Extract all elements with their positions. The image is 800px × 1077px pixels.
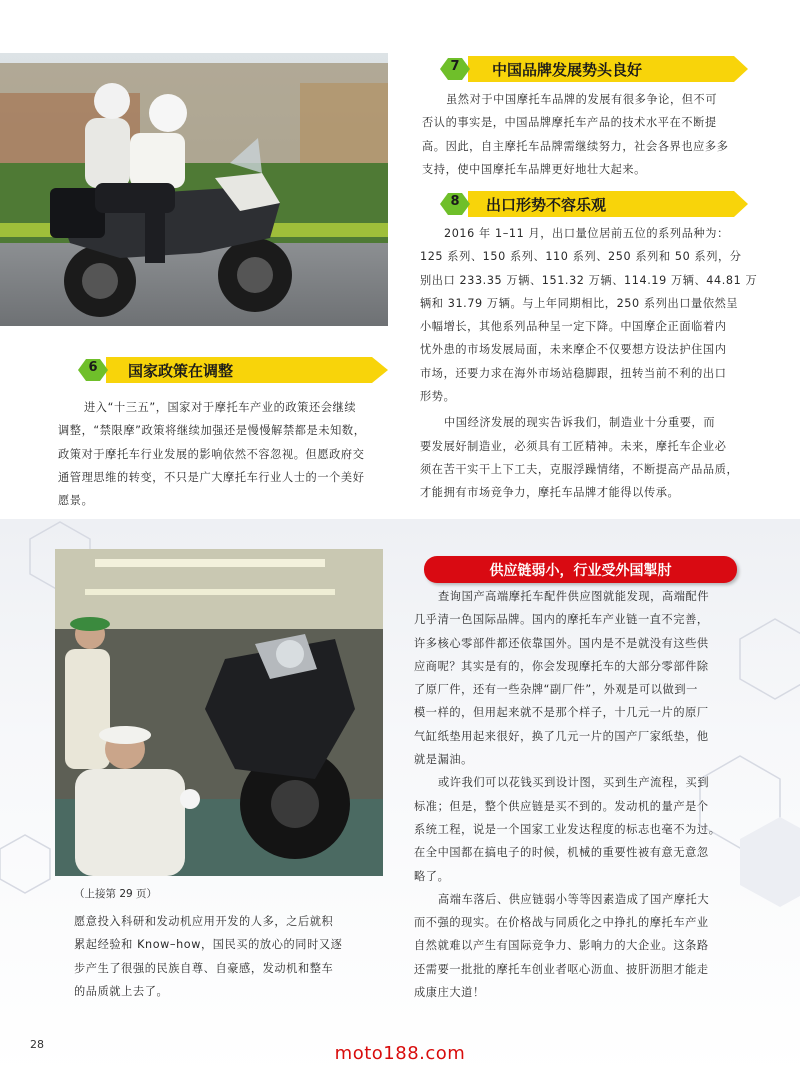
paragraph-line: 才能拥有市场竞争力，摩托车品牌才能得以传承。 [420,486,680,500]
paragraph-line: 系统工程，说是一个国家工业发达程度的标志也毫不为过。 [414,822,721,836]
paragraph-line: 愿景。 [58,494,94,508]
paragraph-line: 虽然对于中国摩托车品牌的发展有很多争论，但不可 [446,93,718,106]
paragraph-line: 要发展好制造业，必须具有工匠精神。未来，摩托车企业必 [420,439,727,453]
paragraph-line: 或许我们可以花钱买到设计图，买到生产流程，买到 [438,776,710,790]
paragraph-line: 忧外患的市场发展局面，未来摩企不仅要想方设法护住国内 [420,343,727,357]
paragraph-line: 了原厂件，还有一些杂牌“副厂件”，外观是可以做到一 [414,683,698,697]
section-6-title: 国家政策在调整 [128,362,234,380]
paragraph-line: 125 系列、150 系列、110 系列、250 系列和 50 系列，分 [420,250,742,264]
paragraph-line: 而不强的现实。在价格战与同质化之中挣扎的摩托车产业 [414,916,709,930]
continued-from-caption: （上接第 29 页） [74,888,158,900]
paragraph-line: 步产生了很强的民族自尊、自豪感，发动机和整车 [74,961,334,975]
paragraph-line: 小幅增长，其他系列品种呈一定下降。中国摩企正面临着内 [420,320,727,334]
paragraph-line: 高端车落后、供应链弱小等等因素造成了国产摩托大 [438,892,710,906]
section-6-number: 6 [88,360,98,375]
section-7-number: 7 [450,59,460,74]
paragraph-line: 成康庄大道！ [414,986,485,1000]
paragraph-line: 许多核心零部件都还依靠国外。国内是不是就没有这些供 [414,636,709,650]
section-8-body [420,222,757,505]
paragraph-line: 的品质就上去了。 [74,984,169,998]
paragraph-line: 略了。 [414,869,450,883]
paragraph-line: 愿意投入科研和发动机应用开发的人多，之后就积 [74,915,334,928]
paragraph-line: 支持，使中国摩托车品牌更好地壮大起来。 [422,162,646,176]
section-8-heading [434,189,752,219]
paragraph-line: 通管理思维的转变，不只是广大摩托车行业人士的一个美好 [58,470,365,484]
section-7-heading [434,54,752,84]
paragraph-line: 气缸纸垫用起来很好，换了几元一片的国产厂家纸垫，他 [414,729,709,743]
section-8-title: 出口形势不容乐观 [486,196,607,214]
paragraph-line: 还需要一批批的摩托车创业者呕心沥血、披肝沥胆才能走 [414,962,709,976]
paragraph-line: 查询国产高端摩托车配件供应图就能发现，高端配件 [438,590,710,603]
page-number: 28 [30,1038,44,1051]
section-8-number: 8 [450,194,460,209]
section-6-heading [72,355,392,385]
continued-body [74,910,342,1003]
paragraph-line: 别出口 233.35 万辆、151.32 万辆、114.19 万辆、44.81 万 [420,273,758,287]
paragraph-line: 形势。 [420,390,456,404]
supply-chain-banner-text: 供应链弱小，行业受外国掣肘 [489,563,672,579]
paragraph-line: 市场，还要力求在海外市场站稳脚跟，扭转当前不利的出口 [420,366,727,380]
paragraph-line: 辆和 31.79 万辆。与上年同期相比，250 系列出口量依然呈 [420,296,739,310]
motorcycle-riders-photo [0,53,388,326]
site-watermark: moto188.com [334,1043,466,1064]
section-7-body [422,88,728,181]
paragraph-line: 几乎清一色国际品牌。国内的摩托车产业链一直不完善， [414,613,709,627]
paragraph-line: 就是漏油。 [414,753,473,767]
paragraph-line: 中国经济发展的现实告诉我们，制造业十分重要，而 [444,416,716,430]
paragraph-line: 模一样的，但用起来就不是那个样子，十几元一片的原厂 [414,706,709,720]
section-7-title: 中国品牌发展势头良好 [492,61,643,79]
paragraph-line: 否认的事实是，中国品牌摩托车产品的技术水平在不断提 [422,116,717,130]
paragraph-line: 2016 年 1–11 月，出口量位居前五位的系列品种为： [444,227,729,240]
paragraph-line: 自然就难以产生有国际竞争力、影响力的大企业。这条路 [414,939,709,953]
paragraph-line: 高。因此，自主摩托车品牌需继续努力，社会各界也应多多 [422,139,729,153]
paragraph-line: 累起经验和 Know–how，国民买的放心的同时又逐 [74,938,343,952]
paragraph-line: 在全中国都在搞电子的时候，机械的重要性被有意无意忽 [414,846,709,860]
paragraph-line: 应商呢？其实是有的，你会发现摩托车的大部分零部件除 [414,659,709,673]
paragraph-line: 政策对于摩托车行业发展的影响依然不容忽视。但愿政府交 [58,447,365,461]
motorcycle-assembly-line-photo [55,549,383,876]
paragraph-line: 标准；但是，整个供应链是买不到的。发动机的量产是个 [414,799,709,813]
paragraph-line: 进入“十三五”，国家对于摩托车产业的政策还会继续 [84,401,357,414]
paragraph-line: 须在苦干实干上下工夫，克服浮躁情绪，不断提高产品品质， [420,462,739,476]
paragraph-line: 调整，“禁限摩”政策将继续加强还是慢慢解禁都是未知数， [58,424,366,438]
supply-chain-banner [424,556,737,583]
supply-chain-body [414,585,720,1004]
section-6-body [58,396,365,512]
